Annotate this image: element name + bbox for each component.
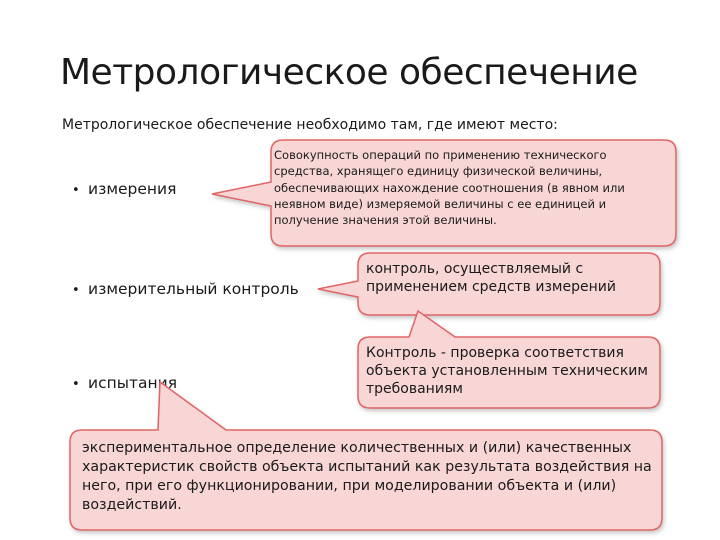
bullet-label: испытания	[88, 374, 178, 392]
bullet-marker: •	[72, 377, 80, 392]
callout-control-definition: Контроль - проверка соответствия объекта установленным техническим требованиям	[366, 345, 648, 397]
callout-tests-definition: экспериментальное определение количественных и (или) качественных характеристик свойств объекта испытаний как результата воздействия на него, при его функционировании, при моделировании объекта и (или) воздействий.	[82, 440, 652, 514]
callout-measurement-definition: Совокупность операций по применению технического средства, хранящего единицу физической величины, обеспечивающих нахождение соотношения (в явном или неявном виде) измеряемой величины с ее единицей и получение значения этой величины.	[274, 148, 625, 228]
intro-text: Метрологическое обеспечение необходимо там, где имеют место:	[62, 117, 558, 133]
bullet-marker: •	[72, 283, 80, 298]
bullet-marker: •	[72, 183, 80, 198]
bullet-label: измерительный контроль	[88, 280, 299, 298]
bullet-label: измерения	[88, 180, 177, 198]
slide-title: Метрологическое обеспечение	[60, 52, 638, 93]
callout-measurement-control-definition: контроль, осуществляемый с применением средств измерений	[366, 261, 616, 295]
